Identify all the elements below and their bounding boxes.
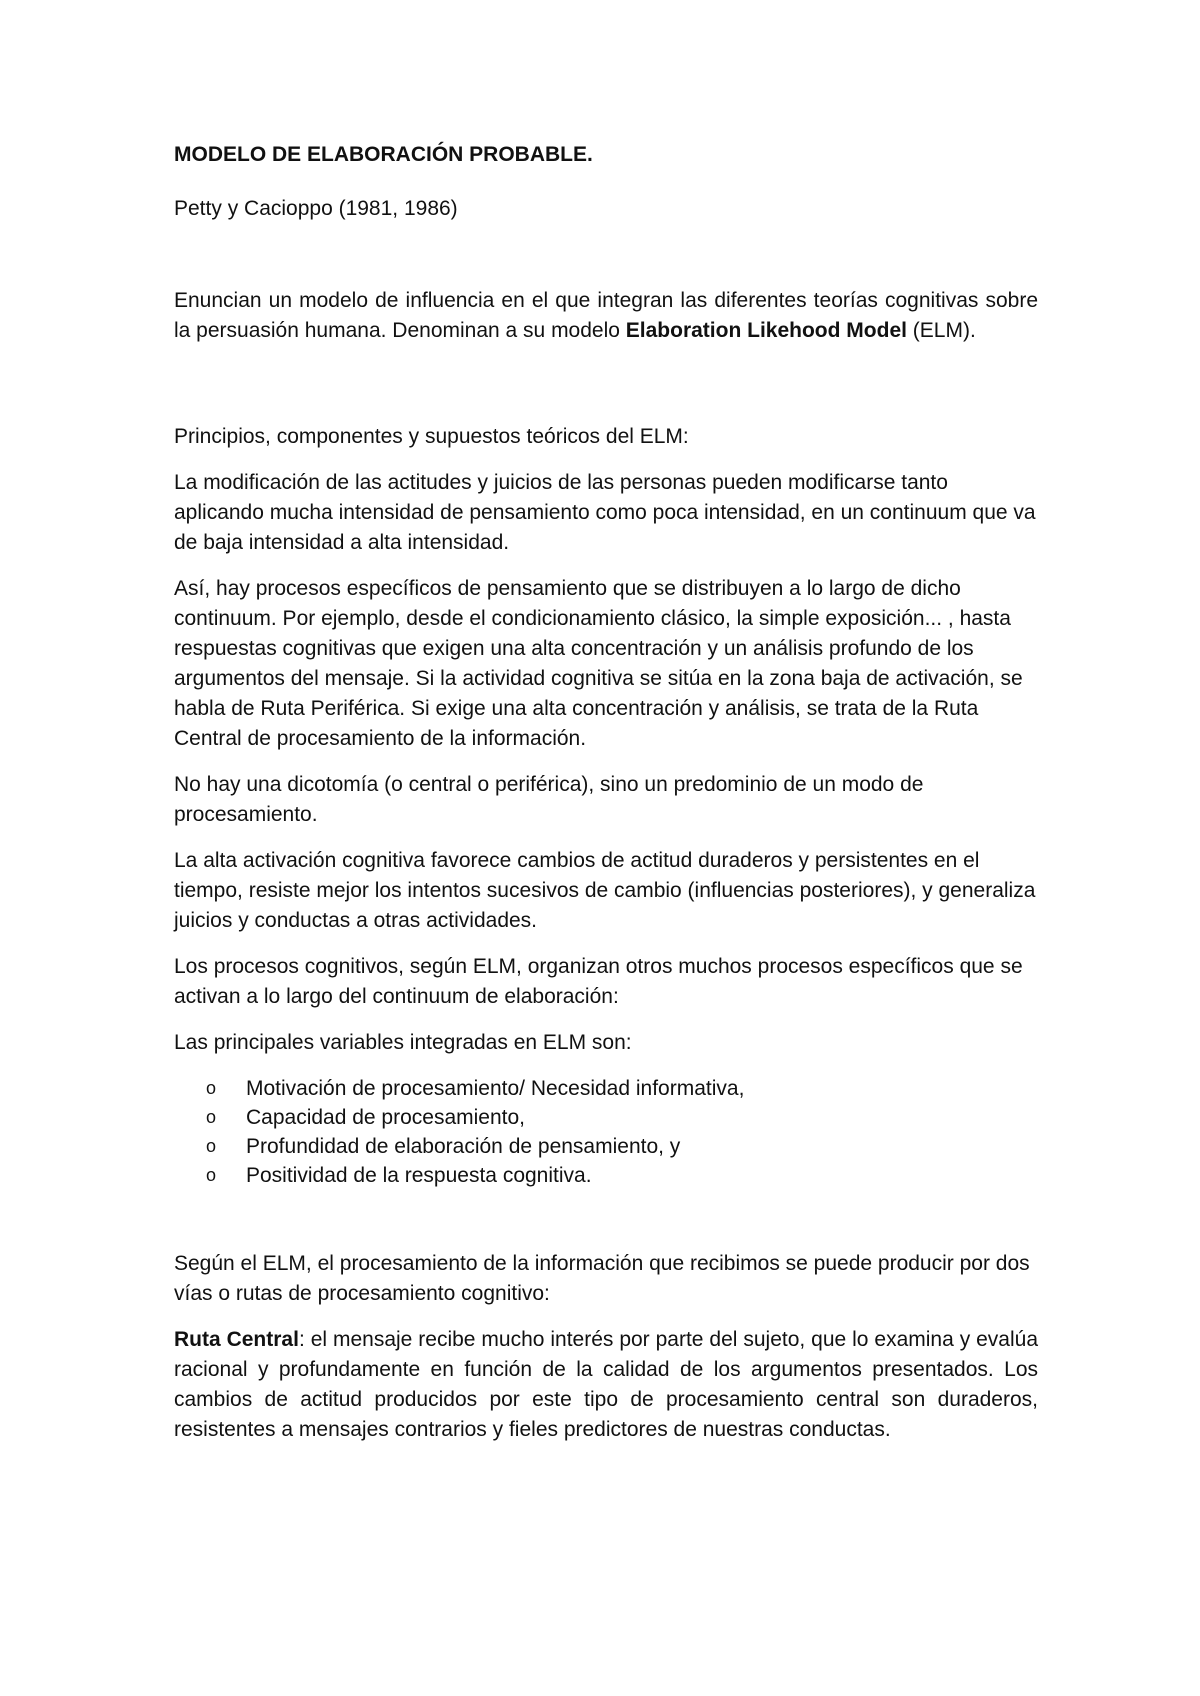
list-item-text: Motivación de procesamiento/ Necesidad informativa,: [246, 1077, 745, 1100]
document-body: [174, 140, 1038, 1445]
paragraph-variables-intro: Las principales variables integradas en ELM son:: [174, 1031, 632, 1054]
paragraph-processes: Así, hay procesos específicos de pensamiento que se distribuyen a lo largo de dicho continuum. Por ejemplo, desde el condicionamiento clásico, la simple exposición... , hasta respuestas cognitivas que exigen una alta concentración y un análisis profundo de los argumentos del mensaje. Si la actividad cognitiva se sitúa en la zona baja de activación, se habla de Ruta Periférica. Si exige una alta concentración y análisis, se trata de la Ruta Central de procesamiento de la información.: [174, 577, 1023, 750]
list-item: [174, 1074, 1038, 1103]
paragraph-continuum: La modificación de las actitudes y juicios de las personas pueden modificarse tanto aplicando mucha intensidad de pensamiento como poca intensidad, en un continuum que va de baja intensidad a alta intensidad.: [174, 471, 1036, 554]
list-item: [174, 1132, 1038, 1161]
document-title: MODELO DE ELABORACIÓN PROBABLE.: [174, 143, 593, 166]
bullet-icon: o: [206, 1165, 217, 1185]
variables-list: [174, 1074, 1038, 1190]
list-item-text: Capacidad de procesamiento,: [246, 1106, 526, 1129]
list-item-text: Positividad de la respuesta cognitiva.: [246, 1164, 592, 1187]
central-route-text: : el mensaje recibe mucho interés por parte del sujeto, que lo examina y evalúa racional y profundamente en función de la calidad de los argumentos presentados. Los cambios de actitud producidos por este tipo de procesamiento central son duraderos, resistentes a mensajes contrarios y fieles predictores de nuestras conductas.: [174, 1328, 1038, 1441]
list-item: [174, 1103, 1038, 1132]
paragraph-high-activation: La alta activación cognitiva favorece cambios de actitud duraderos y persistentes en el tiempo, resiste mejor los intentos sucesivos de cambio (influencias posteriores), y generaliza juicios y conductas a otras actividades.: [174, 849, 1036, 932]
bullet-icon: o: [206, 1136, 217, 1156]
central-route-label: Ruta Central: [174, 1328, 299, 1351]
intro-text: Enuncian un modelo de influencia en el que integran las diferentes teorías cognitivas sobre la persuasión humana. Denominan a su modelo: [174, 289, 1038, 342]
intro-paragraph: [174, 286, 1038, 346]
principles-heading: Principios, componentes y supuestos teóricos del ELM:: [174, 425, 689, 448]
list-item: [174, 1161, 1038, 1190]
paragraph-routes-intro: Según el ELM, el procesamiento de la información que recibimos se puede producir por dos vías o rutas de procesamiento cognitivo:: [174, 1252, 1030, 1305]
paragraph-dichotomy: No hay una dicotomía (o central o periférica), sino un predominio de un modo de procesamiento.: [174, 773, 924, 826]
bullet-icon: o: [206, 1107, 217, 1127]
model-name: Elaboration Likehood Model: [625, 319, 907, 342]
paragraph-central-route: [174, 1325, 1038, 1445]
paragraph-cognitive-processes: Los procesos cognitivos, según ELM, organizan otros muchos procesos específicos que se activan a lo largo del continuum de elaboración:: [174, 955, 1023, 1008]
intro-end: (ELM).: [906, 319, 976, 342]
authors-line: Petty y Cacioppo (1981, 1986): [174, 197, 458, 220]
bullet-icon: o: [206, 1078, 217, 1098]
list-item-text: Profundidad de elaboración de pensamiento, y: [246, 1135, 681, 1158]
